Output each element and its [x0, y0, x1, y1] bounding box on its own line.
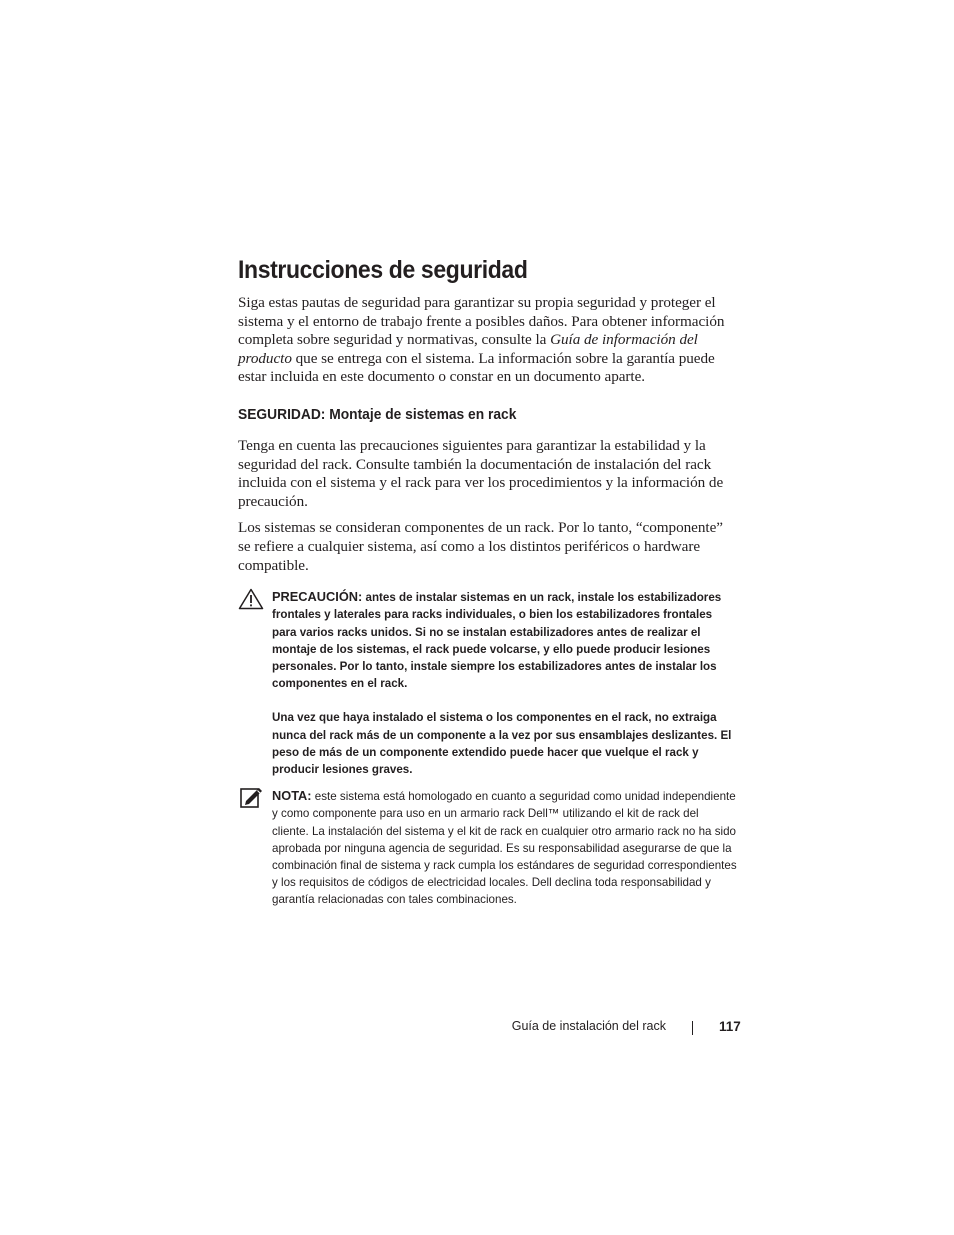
page-footer	[0, 1019, 954, 1039]
page-number: 117	[719, 1019, 741, 1034]
section-paragraph-2: Los sistemas se consideran componentes de un rack. Por lo tanto, “componente” se refiere a cualquier sistema, así como a los distintos periféricos o hardware compatible.	[238, 519, 723, 574]
footer-separator	[692, 1021, 693, 1035]
note-text: este sistema está homologado en cuanto a seguridad como unidad independiente y como componente para uso en un armario rack Dell™ utilizando el kit de rack del cliente. La instalación del sistema y el kit de rack en cualquier otro armario rack no ha sido aprobada por ninguna agencia de seguridad. Es su responsabilidad asegurarse de que la combinación final de sistema y rack cumpla los estándares de seguridad correspondientes y los requisitos de códigos de electricidad locales. Dell declina toda responsabilidad y garantía relacionadas con tales combinaciones.	[272, 790, 737, 907]
caution-notice	[238, 588, 738, 778]
footer-guide-title: Guía de instalación del rack	[511, 1019, 666, 1033]
intro-paragraph	[238, 294, 738, 387]
caution-paragraph-1	[272, 588, 738, 692]
caution-label: PRECAUCIÓN:	[272, 589, 363, 605]
section-paragraph-1: Tenga en cuenta las precauciones siguientes para garantizar la estabilidad y la seguridad del rack. Consulte también la documentación de instalación del rack incluida con el sistema y el rack para ver los procedimientos y la información de precaución.	[238, 436, 724, 510]
intro-text-2: que se entrega con el sistema. La información sobre la garantía puede estar incluida en este documento o constar en un documento aparte.	[238, 349, 715, 386]
warning-triangle-icon	[238, 588, 264, 610]
caution-text-1: antes de instalar sistemas en un rack, instale los estabilizadores frontales y laterales para racks individuales, o bien los estabilizadores frontales para varios racks unidos. Si no se instalan estabilizadores antes de realizar el montaje de los sistemas, el rack puede volcarse, y ello puede producir lesiones personales. Por lo tanto, instale siempre los estabilizadores antes de instalar los componentes en el rack.	[272, 591, 722, 691]
section-heading: SEGURIDAD: Montaje de sistemas en rack	[238, 405, 517, 423]
pencil-note-icon	[238, 787, 264, 809]
intro-emphasis: Guía de información del producto	[238, 331, 698, 367]
page-title: Instrucciones de seguridad	[238, 256, 528, 284]
note-notice	[238, 787, 738, 908]
caution-paragraph-2: Una vez que haya instalado el sistema o los componentes en el rack, no extraiga nunca del rack más de un componente a la vez por sus ensamblajes deslizantes. El peso de más de un componente extendido puede hacer que vuelque el rack y producir lesiones graves.	[272, 711, 732, 776]
page-content	[238, 254, 738, 909]
intro-text-1: Siga estas pautas de seguridad para garantizar su propia seguridad y proteger el sistema y el entorno de trabajo frente a posibles daños. Para obtener información completa sobre seguridad y normativas, consulte la	[238, 294, 725, 349]
note-paragraph	[272, 787, 738, 908]
note-label: NOTA:	[272, 788, 312, 804]
